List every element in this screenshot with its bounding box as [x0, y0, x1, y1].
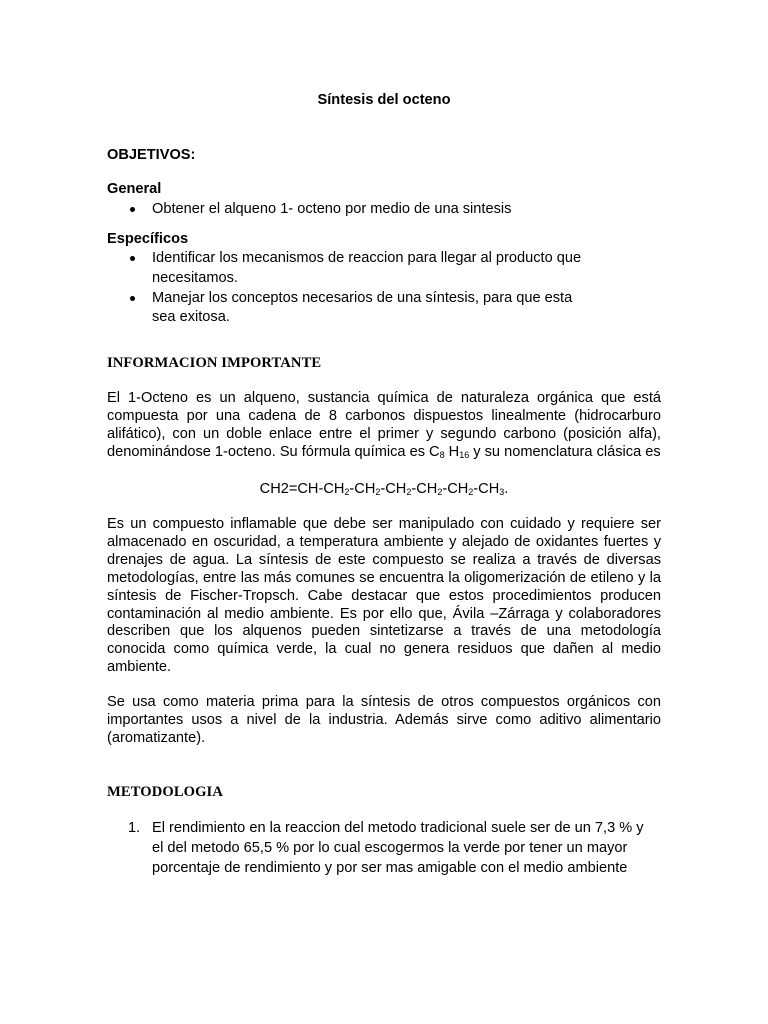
formula-part: .	[504, 481, 509, 497]
informacion-heading: INFORMACION IMPORTANTE	[107, 355, 322, 371]
formula-part: CH2=CH-CH	[259, 481, 345, 497]
formula-part: -CH	[349, 481, 376, 497]
list-item	[128, 289, 598, 329]
bullet-icon	[130, 207, 135, 212]
metodologia-heading: METODOLOGIA	[107, 784, 223, 800]
subscript: 16	[459, 449, 470, 460]
subscript: 2	[468, 487, 474, 497]
list-item-text: Identificar los mecanismos de reaccion para llegar al producto que necesitamos.	[152, 250, 582, 286]
bullet-icon	[130, 256, 135, 261]
list-item	[128, 200, 648, 220]
subscript: 2	[406, 487, 412, 497]
list-number: 1.	[128, 820, 141, 836]
formula-part: -CH	[442, 481, 469, 497]
objetivos-heading: OBJETIVOS:	[107, 147, 196, 163]
numbered-list-item	[128, 819, 653, 878]
list-item-text: Obtener el alqueno 1- octeno por medio de una sintesis	[152, 201, 512, 217]
paragraph-1	[107, 390, 661, 462]
general-heading: General	[107, 181, 162, 197]
list-item-text: Manejar los conceptos necesarios de una síntesis, para que esta sea exitosa.	[152, 289, 573, 326]
subscript: 2	[437, 487, 443, 497]
paragraph-1-text-b: y su nomenclatura clásica es	[469, 443, 661, 460]
especificos-heading: Específicos	[107, 231, 189, 247]
paragraph-1-text-a: El 1-Octeno es un alqueno, sustancia química de naturaleza orgánica que está compuesta por una cadena de 8 carbonos dispuestos linealmente (hidrocarburo alifático), con un doble enlace entre el primer y segundo carbono (posición alfa), denominándose 1-octeno. Su fórmula química es C	[107, 390, 661, 460]
formula-part: -CH	[473, 481, 500, 497]
subscript: 8	[439, 449, 445, 460]
document-title: Síntesis del octeno	[317, 92, 451, 108]
list-item-text: El rendimiento en la reaccion del metodo tradicional suele ser de un 7,3 % y el del metodo 65,5 % por lo cual escogermos la verde por tener un mayor porcentaje de rendimiento y por ser mas amigable con el medio ambiente	[152, 820, 644, 876]
paragraph-1-text-mid: H	[444, 443, 460, 460]
paragraph-2: Es un compuesto inflamable que debe ser manipulado con cuidado y requiere ser almacenado en oscuridad, a temperatura ambiente y alejado de oxidantes fuertes y drenajes de agua. La síntesis de este compuesto se realiza a través de diversas metodologías, entre las más comunes se encuentra la oligomerización de etileno y la síntesis de Fischer-Tropsch. Cabe destacar que estos procedimientos producen contaminación al medio ambiente. Es por ello que, Ávila –Zárraga y colaboradores describen que los alquenos pueden sintetizarse a través de una metodología conocida como química verde, la cual no genera residuos que dañen al medio ambiente.	[107, 516, 661, 676]
chemical-formula	[0, 481, 768, 497]
bullet-icon	[130, 296, 135, 301]
especificos-list	[128, 249, 598, 328]
subscript: 2	[375, 487, 381, 497]
subscript: 3	[499, 487, 505, 497]
formula-part: -CH	[380, 481, 407, 497]
list-item	[128, 249, 598, 289]
subscript: 2	[344, 487, 350, 497]
formula-part: -CH	[411, 481, 438, 497]
general-list	[128, 200, 648, 220]
paragraph-3: Se usa como materia prima para la síntesis de otros compuestos orgánicos con importantes usos a nivel de la industria. Además sirve como aditivo alimentario (aromatizante).	[107, 694, 661, 746]
